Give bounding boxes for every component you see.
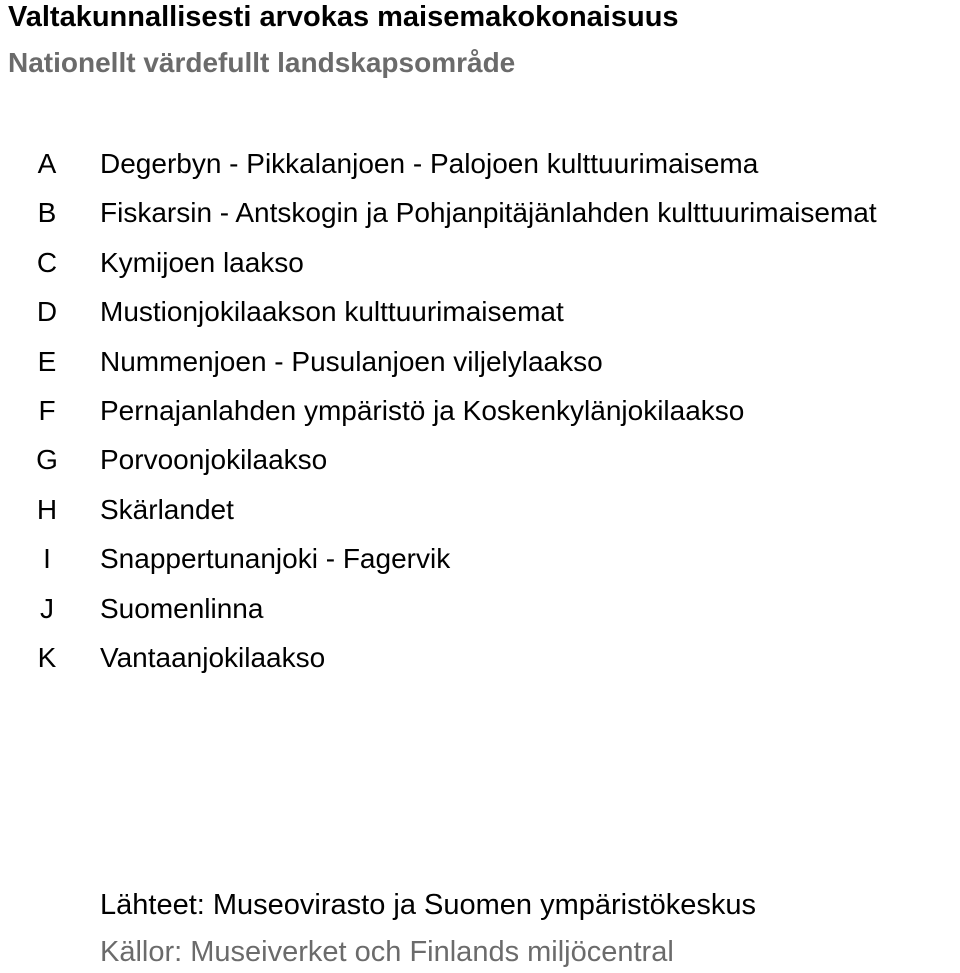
area-letter: D (36, 296, 58, 328)
area-name: Skärlandet (100, 493, 234, 525)
source-finnish: Lähteet: Museovirasto ja Suomen ympäristökeskus (100, 889, 757, 921)
area-name: Mustionjokilaakson kulttuurimaisemat (100, 296, 564, 328)
source-swedish: Källor: Museiverket och Finlands miljöcentral (100, 936, 674, 968)
area-letter: I (43, 543, 51, 575)
list-item (0, 193, 960, 242)
list-item (0, 440, 960, 489)
area-letter: H (36, 493, 58, 525)
area-name: Kymijoen laakso (100, 246, 304, 278)
list-item (0, 144, 960, 193)
list-item (0, 490, 960, 539)
area-letter: A (37, 148, 57, 179)
area-name: Snappertunanjoki - Fagervik (100, 543, 451, 575)
area-letter: C (36, 246, 58, 278)
area-letter: G (36, 444, 58, 476)
document-subtitle: Nationellt värdefullt landskapsområde (8, 47, 516, 78)
list-item (0, 391, 960, 440)
area-name: Suomenlinna (100, 592, 264, 624)
area-letter: B (37, 197, 57, 229)
area-letter: E (37, 345, 57, 377)
area-letter: J (40, 592, 54, 624)
area-letter: F (38, 394, 56, 426)
list-item (0, 539, 960, 588)
area-name: Pernajanlahden ympäristö ja Koskenkylänjokilaakso (100, 394, 745, 426)
area-name: Degerbyn - Pikkalanjoen - Palojoen kulttuurimaisema (100, 148, 759, 179)
list-item (0, 243, 960, 292)
area-letter: K (37, 641, 57, 673)
list-item (0, 638, 960, 687)
area-name: Vantaanjokilaakso (100, 641, 326, 673)
list-item (0, 292, 960, 341)
area-list (0, 144, 960, 687)
list-item (0, 342, 960, 391)
list-item (0, 589, 960, 638)
area-name: Nummenjoen - Pusulanjoen viljelylaakso (100, 345, 603, 377)
area-name: Fiskarsin - Antskogin ja Pohjanpitäjänlahden kulttuurimaisemat (100, 197, 877, 229)
document-title: Valtakunnallisesti arvokas maisemakokonaisuus (8, 1, 679, 33)
area-name: Porvoonjokilaakso (100, 444, 328, 476)
